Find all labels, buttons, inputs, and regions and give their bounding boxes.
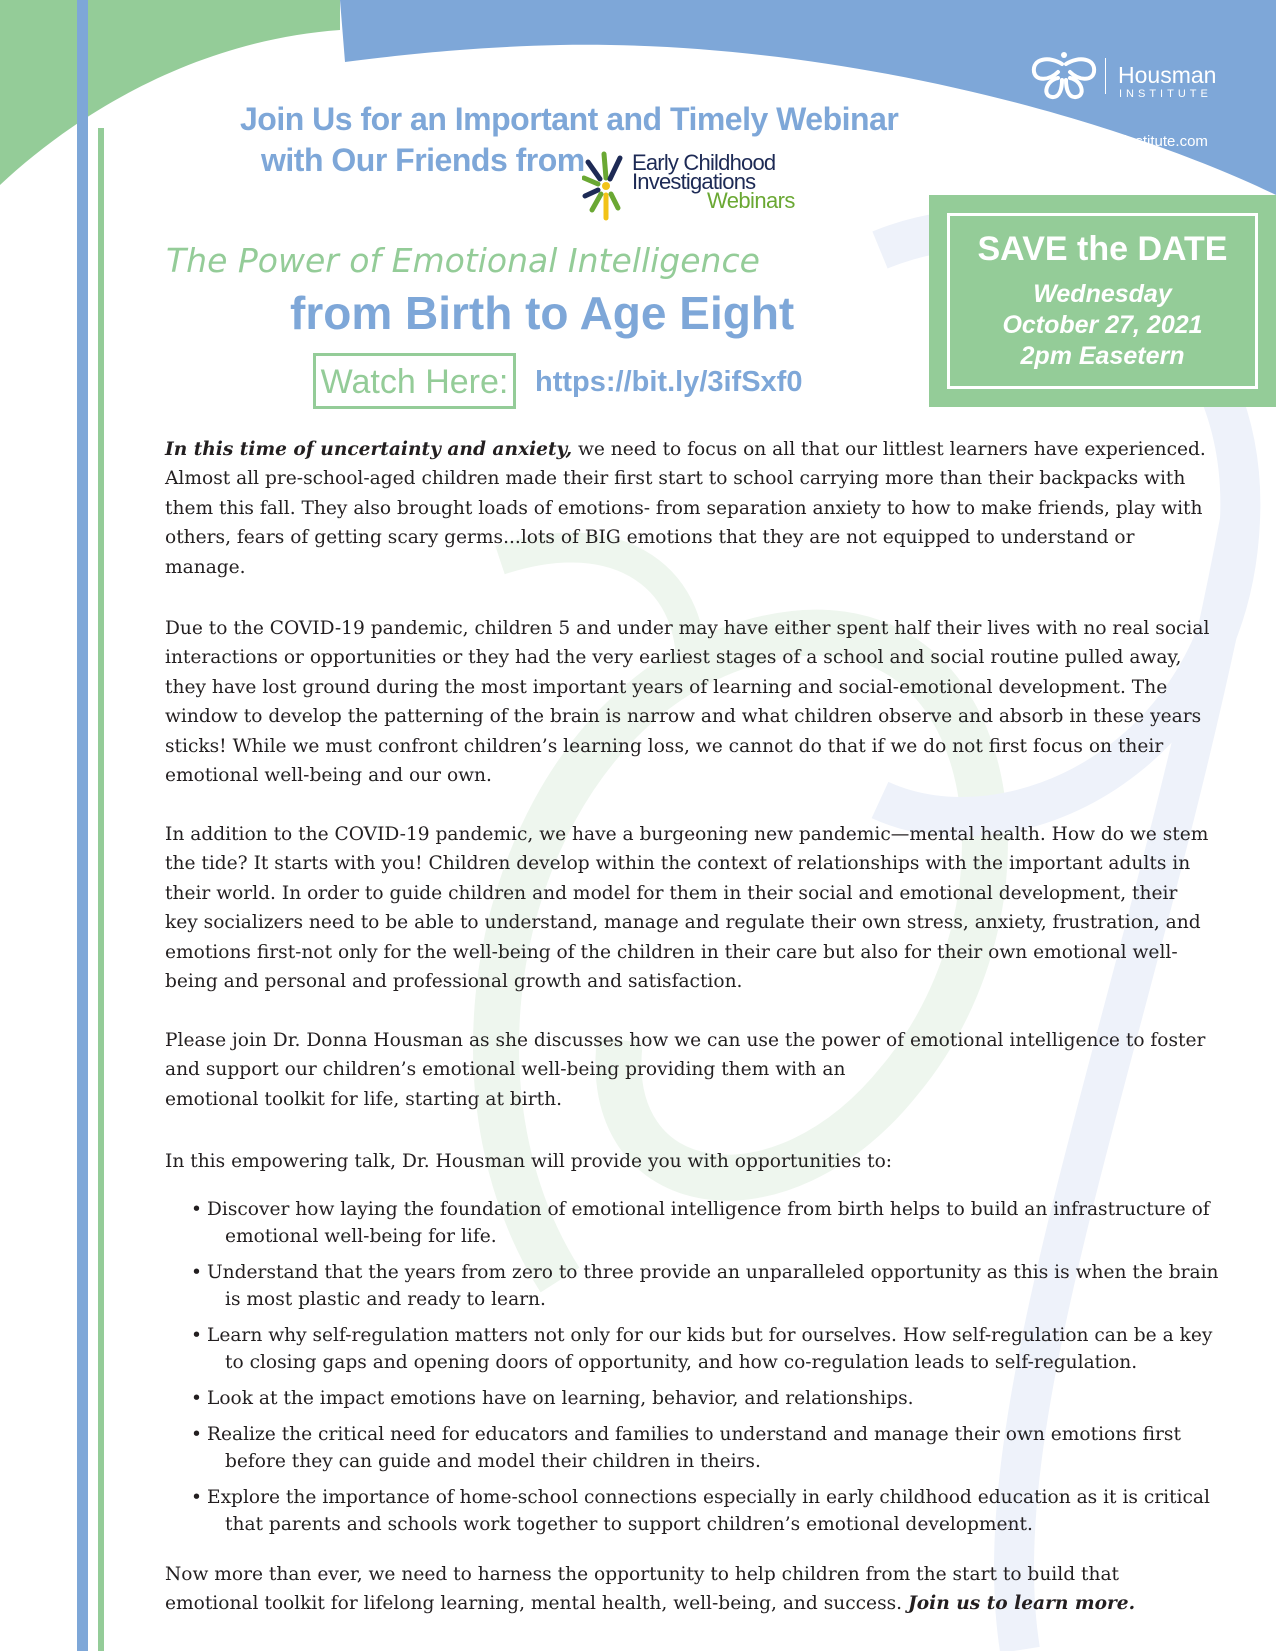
join-heading-line1: Join Us for an Important and Timely Webinar [240, 101, 899, 137]
intro-lead: In this time of uncertainty and anxiety, [165, 439, 573, 460]
watch-here-box [313, 353, 516, 409]
watch-link[interactable]: https://bit.ly/3ifSxf0 [535, 366, 803, 398]
list-item: • Look at the impact emotions have on learning, behavior, and relationships. [191, 1385, 1221, 1412]
list-item: • Realize the critical need for educators and families to understand and manage their own emotions first before they can guide and model their children in theirs. [191, 1421, 1221, 1475]
watch-here-label: Watch Here: [320, 363, 509, 401]
talk-intro: In this empowering talk, Dr. Housman will provide you with opportunities to: [165, 1151, 893, 1172]
covid-paragraph: Due to the COVID-19 pandemic, children 5 and under may have either spent half their lives with no real social interactions or opportunities or they had the very earliest stages of a school and social routine pulled away, they have lost ground during the most important years of learning and social-emotional development. The window to develop the patterning of the brain is narrow and what children observe and absorb in these years sticks! While we must confront children’s learning loss, we cannot do that if we do not first focus on their emotional well-being and our own. [165, 618, 1210, 787]
event-day: Wednesday [1033, 280, 1172, 308]
invitation-line1: Please join Dr. Donna Housman as she discusses how we can use the power of emotional intelligence to foster [165, 1030, 1206, 1051]
housman-url-link[interactable]: housmaninstitute.com [1062, 133, 1208, 150]
housman-name: Housman [1118, 62, 1217, 88]
webinar-title-line1: The Power of Emotional Intelligence [166, 241, 760, 280]
list-item: • Discover how laying the foundation of emotional intelligence from birth helps to build an infrastructure of emotional well-being for life. [191, 1196, 1221, 1250]
left-stripe-green [98, 128, 104, 1651]
intro-text: we need to focus on all that our littlest learners have experienced. Almost all pre-school-aged children made their first start to school carrying more than their backpacks with them this fall. They also brought loads of emotions- from separation anxiety to how to make friends, play with others, fears of getting scary germs...lots of BIG emotions that they are not equipped to understand or manage. [165, 439, 1206, 578]
join-heading-line2: with Our Friends from [261, 142, 585, 178]
closing-text: Now more than ever, we need to harness the opportunity to help children from the start to build that emotional toolkit for lifelong learning, mental health, well-being, and success. [165, 1564, 1120, 1615]
event-time: 2pm Easetern [1020, 342, 1185, 370]
housman-sub: INSTITUTE [1119, 88, 1212, 100]
eci-line3: Webinars [707, 188, 795, 213]
butterfly-icon [1028, 50, 1098, 100]
save-the-date-box [929, 195, 1276, 407]
closing-lead: Join us to learn more. [907, 1593, 1136, 1615]
save-the-date-title: SAVE the DATE [977, 230, 1228, 268]
list-item: • Learn why self-regulation matters not only for our kids but for ourselves. How self-regulation can be a key to closing gaps and opening doors of opportunity, and how co-regulation leads to self-regulation. [191, 1322, 1221, 1376]
eci-line2: Investigations [632, 169, 756, 194]
list-item: • Understand that the years from zero to three provide an unparalleled opportunity as this is when the brain is most plastic and ready to learn. [191, 1259, 1221, 1313]
invitation-line3: emotional toolkit for life, starting at birth. [165, 1088, 562, 1110]
logo-divider [1105, 58, 1106, 94]
eci-line1: Early Childhood [632, 150, 776, 175]
invitation-paragraph [165, 1026, 1215, 1114]
closing-paragraph [165, 1560, 1215, 1619]
intro-paragraph [165, 435, 1215, 582]
housman-institute-logo[interactable] [1028, 50, 1228, 100]
list-item: • Explore the importance of home-school connections especially in early childhood education as it is critical that parents and schools work together to support children’s emotional development. [191, 1484, 1221, 1538]
mental-health-paragraph: In addition to the COVID-19 pandemic, we have a burgeoning new pandemic—mental health. How do we stem the tide? It starts with you! Children develop within the context of relationships with the important adults in their world. In order to guide children and model for them in their social and emotional development, their key socializers need to be able to understand, manage and regulate their own stress, anxiety, frustration, and emotions first-not only for the well-being of the children in their care but also for their own emotional well-being and personal and professional growth and satisfaction. [165, 824, 1209, 993]
webinar-title-line2: from Birth to Age Eight [290, 287, 795, 339]
sunburst-icon [582, 148, 632, 224]
eci-webinars-logo [582, 148, 812, 224]
left-stripe-blue [77, 0, 88, 1651]
opportunities-list [191, 1196, 1221, 1547]
invitation-line2: and support our children’s emotional well-being providing them with an [165, 1059, 846, 1081]
save-the-date-frame [947, 213, 1258, 389]
event-date: October 27, 2021 [1002, 311, 1203, 339]
